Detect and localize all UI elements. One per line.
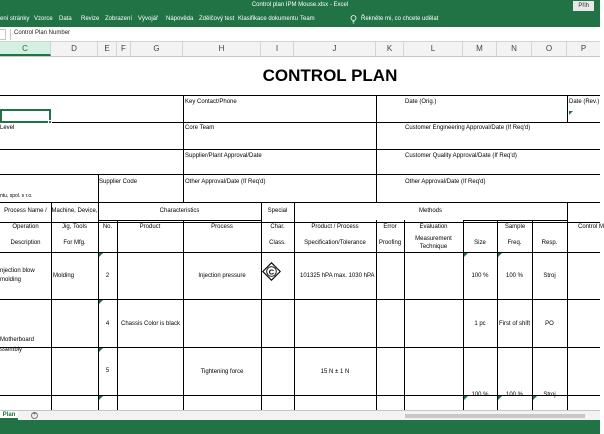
tab-developer[interactable]: Vývojář (138, 16, 159, 22)
grid-line (0, 299, 600, 300)
column-header-c[interactable]: C (0, 42, 51, 56)
grid-line (117, 220, 118, 410)
key-contact-label: Key Contact/Phone (185, 99, 237, 105)
tab-review[interactable]: Revize (81, 16, 100, 22)
grid-line (0, 122, 600, 123)
product-header: Product (139, 224, 161, 230)
other-approval-label-1: Other Approval/Date (If Req'd) (185, 179, 266, 185)
row2-process-name-2: ssembly (0, 347, 23, 353)
formula-input[interactable]: Control Plan Number (14, 30, 71, 36)
title-bar (0, 0, 600, 12)
comment-indicator (99, 348, 103, 352)
no-header: No. (102, 224, 113, 230)
comment-indicator (464, 396, 468, 400)
grid-line (51, 202, 52, 410)
grid-line (183, 220, 184, 410)
row1-sample-size: 100 % (471, 273, 489, 279)
column-header-l[interactable]: L (404, 42, 463, 56)
evaluation-header: Evaluation (419, 224, 448, 230)
formula-bar-divider (10, 29, 11, 40)
special-characteristic-letter: C (268, 267, 275, 277)
grid-line (376, 95, 377, 202)
special-char-header: Special (267, 208, 288, 214)
sign-in-button[interactable]: Přih (573, 1, 594, 11)
row1-no: 2 (105, 273, 110, 279)
worksheet-grid[interactable] (0, 57, 604, 410)
control-method-header: Control M (578, 224, 604, 230)
grid-line (98, 220, 261, 221)
grid-line (0, 202, 600, 203)
grid-line (567, 95, 568, 122)
freq-header: Freq. (507, 240, 522, 246)
fill-handle[interactable] (48, 120, 52, 124)
error-proofing-header: Error (383, 224, 397, 230)
tell-me-search[interactable]: Řekněte mi, co chcete udělat (361, 16, 439, 22)
supplier-name: ntu, spol. s r.o. (0, 193, 33, 199)
horizontal-scrollbar[interactable] (405, 414, 585, 418)
column-header-p[interactable]: P (580, 44, 587, 53)
row2-process-name: Motherboard (0, 337, 35, 343)
grid-line (567, 202, 568, 410)
column-header-d[interactable]: D (51, 42, 98, 56)
core-team-label: Core Team (185, 125, 215, 131)
tab-test[interactable]: Zdělčový test (199, 16, 235, 22)
process-name-header: Process Name / (4, 208, 47, 214)
error-proofing-header-2: Proofing (378, 240, 402, 246)
lightbulb-icon (350, 15, 357, 24)
row2-product-characteristic: Chassis Color is black (121, 321, 181, 327)
resp-header: Resp. (541, 240, 558, 246)
comment-indicator (498, 253, 502, 257)
grid-line (98, 202, 99, 410)
column-header-n[interactable]: N (497, 42, 532, 56)
process-name-header-2: Operation (12, 224, 39, 230)
row3-sample-freq: 100 % (505, 392, 523, 398)
row1-process-name-2: molding (0, 277, 22, 283)
tab-team[interactable]: Team (300, 16, 315, 22)
supplier-plant-approval-label: Supplier/Plant Approval/Date (185, 153, 262, 159)
name-box[interactable] (0, 29, 6, 40)
methods-header: Methods (418, 208, 442, 214)
row3-specification: 15 N ± 1 N (320, 369, 350, 375)
row3-sample-size: 100 % (471, 392, 489, 398)
row1-machine: Molding (53, 273, 75, 279)
evaluation-header-3: Technique (419, 244, 448, 250)
row1-process-characteristic: Injection pressure (198, 273, 246, 279)
sheet-tab-plan[interactable]: Plan (0, 411, 18, 420)
date-rev-label: Date (Rev.) (569, 99, 600, 105)
size-header: Size (474, 240, 486, 246)
special-char-header-2: Char. (270, 224, 285, 230)
special-char-header-3: Class. (269, 240, 286, 246)
comment-indicator (99, 396, 103, 400)
comment-indicator (99, 300, 103, 304)
ribbon-tabs (0, 12, 600, 27)
column-header-o[interactable]: O (532, 42, 567, 56)
level-label: Level (0, 125, 15, 131)
row2-no: 4 (105, 321, 110, 327)
column-header-e[interactable]: E (98, 42, 117, 56)
row1-process-name: njection blow (0, 268, 35, 274)
customer-quality-approval-label: Customer Quality Approval/Date (If Req'd) (405, 153, 517, 159)
grid-line (0, 95, 600, 96)
column-header-k[interactable]: K (376, 42, 404, 56)
grid-line (0, 174, 600, 175)
add-sheet-icon[interactable]: + (32, 412, 37, 418)
row1-specification: 101325 hPA max. 1030 hPA (300, 273, 375, 279)
comment-indicator (464, 253, 468, 257)
tab-data[interactable]: Data (59, 16, 72, 22)
grid-line (261, 202, 262, 410)
row1-sample-freq: 100 % (505, 273, 523, 279)
column-header-f[interactable]: F (117, 42, 131, 56)
row3-no: 5 (105, 368, 110, 374)
row3-resp: Stroj (543, 392, 556, 398)
specification-header-2: Specification/Tolerance (304, 240, 366, 246)
characteristics-header: Characteristics (159, 208, 200, 214)
machine-header-3: For Mfg. (63, 240, 86, 246)
comment-indicator (569, 111, 573, 115)
date-orig-label: Date (Orig.) (405, 99, 437, 105)
column-header-i[interactable]: I (261, 42, 294, 56)
grid-line (0, 222, 600, 223)
sheet-tab-bar (0, 410, 600, 420)
evaluation-header-2: Measurement (415, 236, 452, 242)
process-header: Process (211, 224, 233, 230)
column-headers (0, 42, 600, 57)
tab-document-classification[interactable]: Klasifikace dokumentu (238, 16, 299, 22)
tab-page-layout[interactable]: ení stránky (0, 16, 30, 22)
machine-header: Machine, Device, (51, 208, 98, 214)
comment-indicator (99, 253, 103, 257)
grid-line (532, 220, 533, 410)
grid-line (183, 95, 184, 202)
grid-line (0, 252, 600, 253)
row2-resp: PO (545, 321, 554, 327)
tab-help[interactable]: Nápověda (166, 16, 194, 22)
window-title: Control plan IPM Mouse.xlsx - Excel (251, 2, 349, 8)
row3-process-characteristic: Tightening force (200, 369, 244, 375)
column-header-m[interactable]: M (463, 42, 497, 56)
row1-resp: Stroj (543, 273, 556, 279)
special-characteristic-symbol (262, 262, 281, 281)
comment-indicator (533, 396, 537, 400)
row2-sample-size: 1 pc (474, 321, 486, 327)
row2-sample-freq: First of shift (498, 321, 530, 327)
sample-header: Sample (504, 224, 526, 230)
grid-line (0, 149, 600, 150)
grid-line (294, 202, 295, 410)
column-header-j[interactable]: J (294, 42, 376, 56)
status-bar (0, 420, 600, 434)
supplier-code-label: Supplier Code (99, 179, 138, 185)
grid-line (497, 220, 498, 410)
other-approval-label-2: Other Approval/Date (If Req'd) (405, 179, 486, 185)
grid-line (376, 220, 377, 410)
comment-indicator (498, 396, 502, 400)
control-plan-title: CONTROL PLAN (262, 66, 398, 85)
selected-cell[interactable] (0, 109, 51, 123)
tab-formulas[interactable]: Vzorce (34, 16, 53, 22)
tab-view[interactable]: Zobrazení (105, 16, 133, 22)
machine-header-2: Jig, Tools (62, 224, 87, 230)
customer-engineering-approval-label: Customer Engineering Approval/Date (If Req'd) (405, 125, 531, 131)
column-header-h[interactable]: H (183, 42, 261, 56)
grid-line (0, 347, 600, 348)
grid-line (463, 220, 464, 410)
formula-bar (0, 27, 600, 42)
column-header-g[interactable]: G (131, 42, 183, 56)
specification-header: Product / Process (311, 224, 359, 230)
process-name-header-3: Description (10, 240, 41, 246)
grid-line (463, 220, 567, 221)
